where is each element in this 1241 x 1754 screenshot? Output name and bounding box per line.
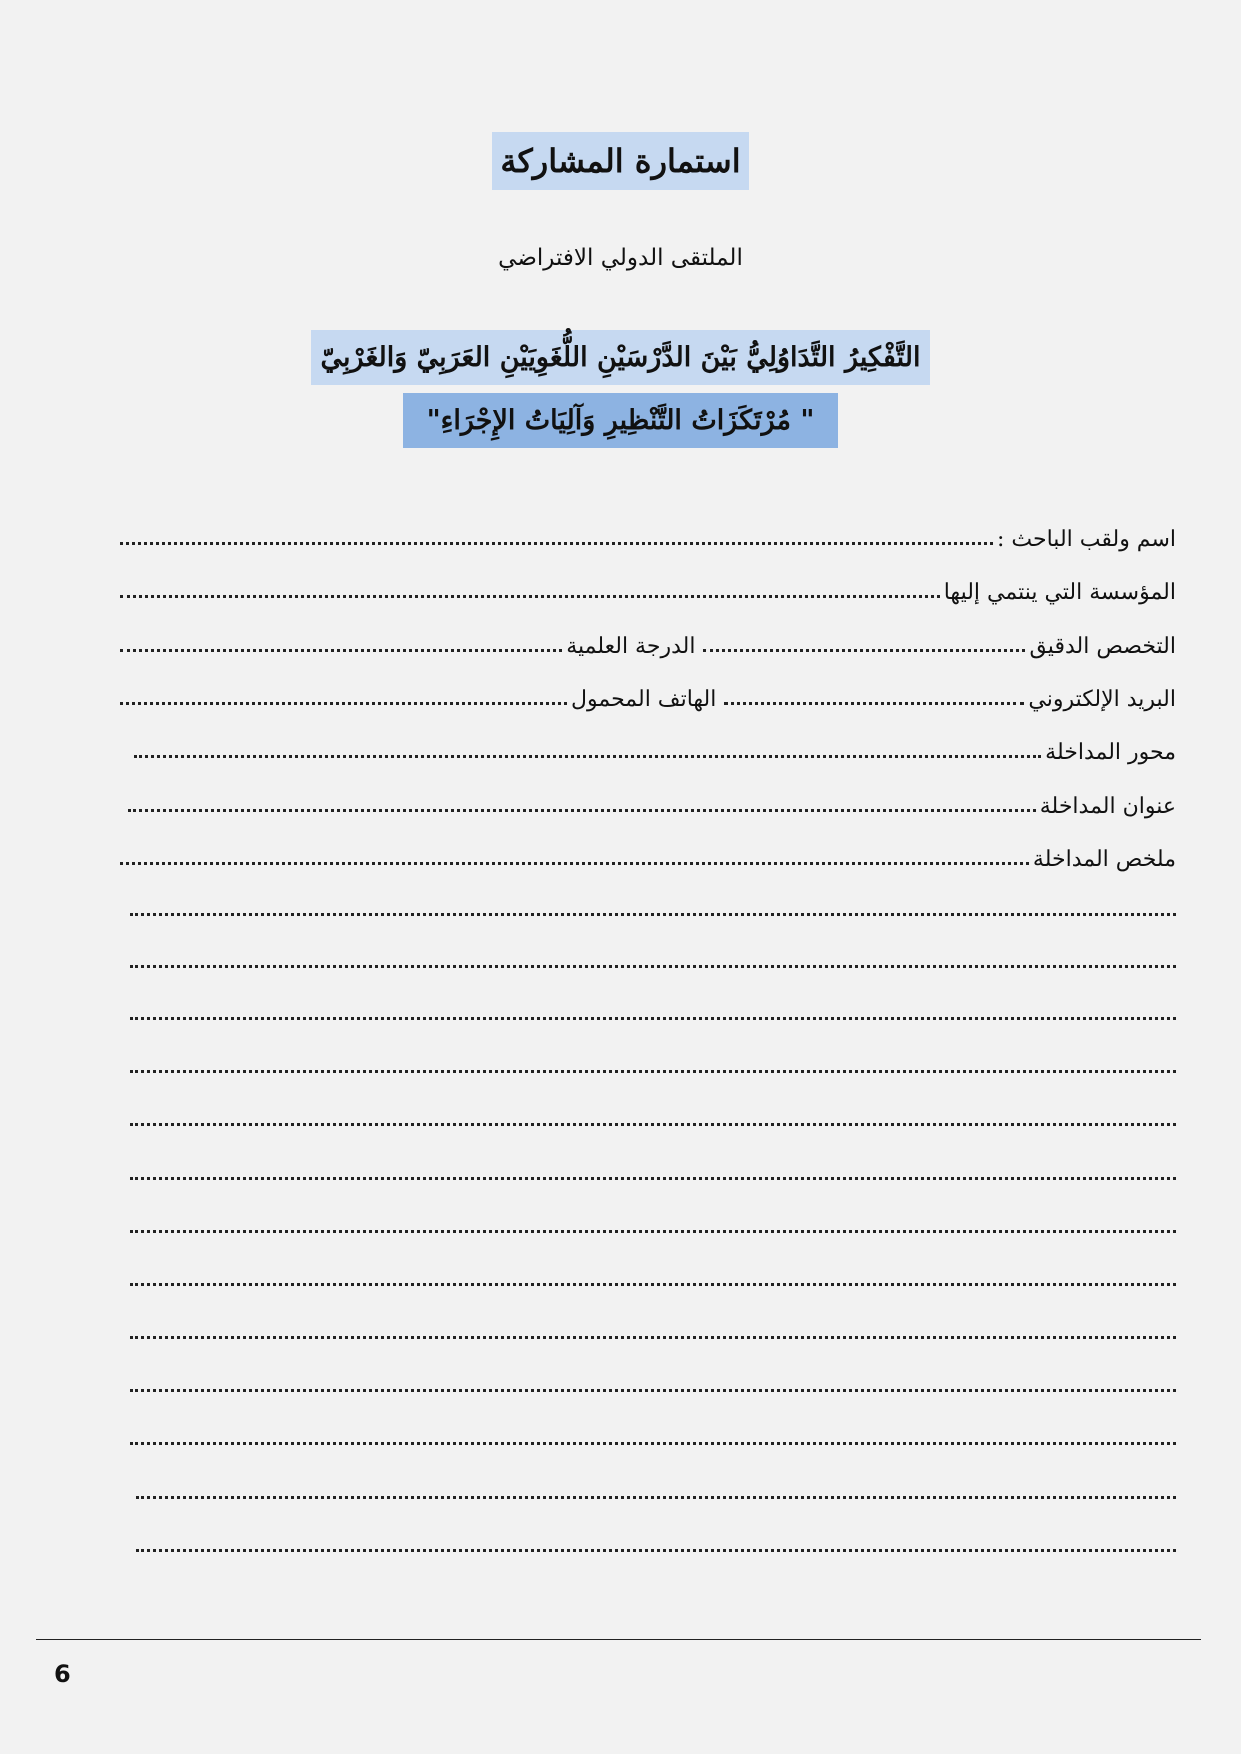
paper-title-field[interactable] bbox=[120, 785, 1176, 819]
abstract-line[interactable] bbox=[136, 1496, 1176, 1499]
degree-dotted-line[interactable] bbox=[120, 649, 562, 652]
abstract-line[interactable] bbox=[130, 1283, 1176, 1286]
theme-subtitle-text: " مُرْتَكَزَاتُ التَّنْظِيرِ وَآلِيَاتُ الإِجْرَاءِ" bbox=[403, 393, 839, 448]
axis-field[interactable] bbox=[120, 731, 1176, 765]
abstract-line[interactable] bbox=[130, 1017, 1176, 1020]
phone-label: الهاتف المحمول bbox=[571, 687, 717, 712]
institution-dotted-line[interactable] bbox=[120, 595, 940, 598]
abstract-line[interactable] bbox=[130, 965, 1176, 968]
abstract-field[interactable] bbox=[120, 838, 1176, 872]
theme-subtitle bbox=[0, 393, 1241, 448]
theme-title bbox=[0, 330, 1241, 385]
phone-dotted-line[interactable] bbox=[120, 702, 567, 705]
form-title-text: استمارة المشاركة bbox=[492, 132, 748, 190]
abstract-line[interactable] bbox=[130, 1123, 1176, 1126]
abstract-line[interactable] bbox=[130, 913, 1176, 916]
theme-title-text: التَّفْكِيرُ التَّدَاوُلِيُّ بَيْنَ الدَّرْسَيْنِ اللُّغَوِيَيْنِ العَرَبِيّ وَالغَرْبِيّ bbox=[311, 330, 931, 385]
conference-label: الملتقى الدولي الافتراضي bbox=[498, 245, 743, 271]
abstract-label: ملخص المداخلة bbox=[1032, 847, 1176, 872]
email-label: البريد الإلكتروني bbox=[1028, 687, 1176, 712]
abstract-line[interactable] bbox=[130, 1177, 1176, 1180]
abstract-dotted-line[interactable] bbox=[120, 862, 1029, 865]
specialty-degree-row bbox=[120, 625, 1176, 659]
abstract-line[interactable] bbox=[136, 1549, 1176, 1552]
paper-title-label: عنوان المداخلة bbox=[1039, 794, 1176, 819]
abstract-line[interactable] bbox=[130, 1442, 1176, 1445]
email-phone-row bbox=[120, 678, 1176, 712]
abstract-line[interactable] bbox=[130, 1336, 1176, 1339]
institution-field[interactable] bbox=[120, 571, 1176, 605]
degree-label: الدرجة العلمية bbox=[566, 634, 696, 659]
institution-label: المؤسسة التي ينتمي إليها bbox=[943, 580, 1176, 605]
footer-rule bbox=[36, 1639, 1201, 1640]
abstract-line[interactable] bbox=[130, 1389, 1176, 1392]
form-title bbox=[0, 132, 1241, 190]
axis-label: محور المداخلة bbox=[1045, 740, 1176, 765]
abstract-line[interactable] bbox=[130, 1070, 1176, 1073]
specialty-dotted-line[interactable] bbox=[703, 649, 1025, 652]
email-dotted-line[interactable] bbox=[724, 702, 1024, 705]
abstract-line[interactable] bbox=[130, 1230, 1176, 1233]
name-label: اسم ولقب الباحث : bbox=[997, 527, 1176, 552]
axis-dotted-line[interactable] bbox=[134, 755, 1041, 758]
name-dotted-line[interactable] bbox=[120, 542, 993, 545]
paper-title-dotted-line[interactable] bbox=[128, 809, 1036, 812]
specialty-label: التخصص الدقيق bbox=[1029, 634, 1176, 659]
name-field[interactable] bbox=[120, 518, 1176, 552]
page-number: 6 bbox=[54, 1660, 71, 1688]
